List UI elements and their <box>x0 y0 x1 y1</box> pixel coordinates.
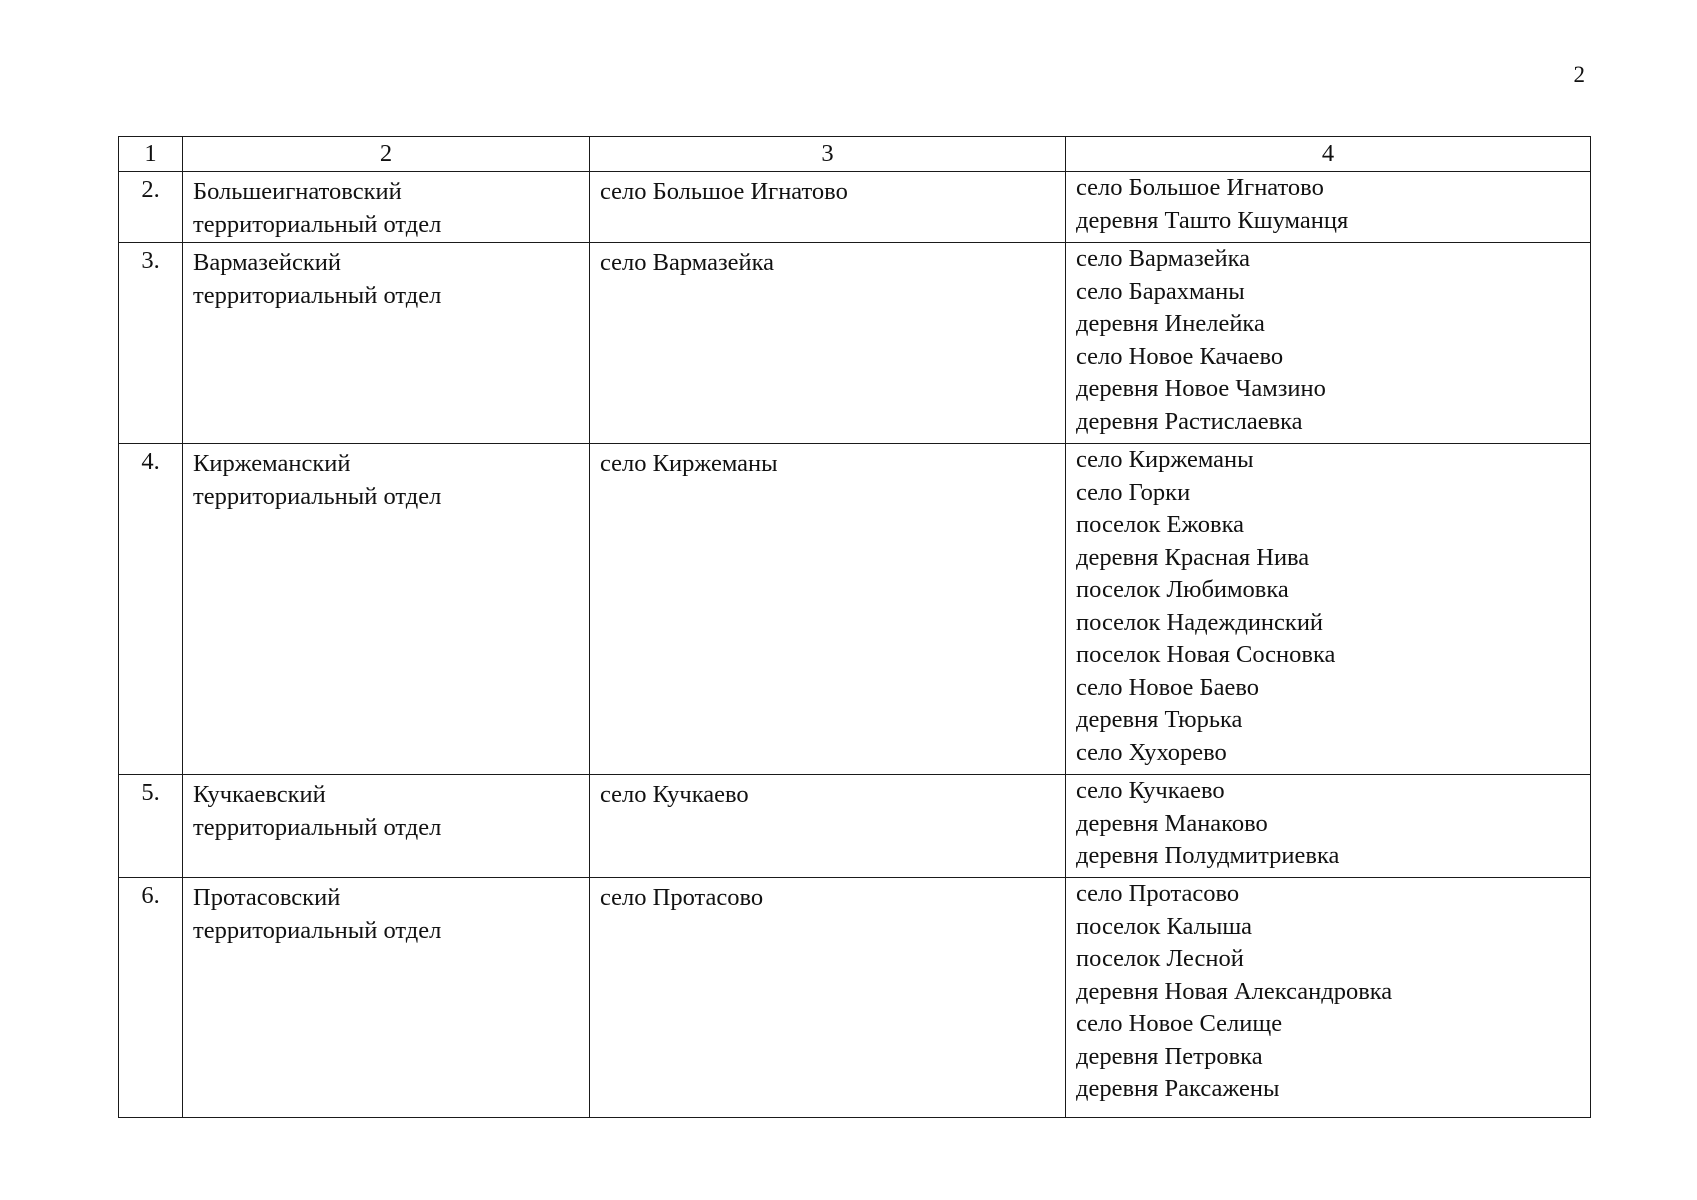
settlements-list <box>1066 775 1591 878</box>
settlement-item: поселок Любимовка <box>1076 576 1289 603</box>
table-row <box>119 775 1591 878</box>
settlements-list <box>1066 172 1591 243</box>
department-name-line: Кучкаевский <box>193 781 326 808</box>
administrative-center: село Большое Игнатово <box>590 172 1066 243</box>
settlement-item: деревня Полудмитриевка <box>1076 842 1340 869</box>
department-name-line: Большеигнатовский <box>193 178 402 205</box>
settlement-item: село Киржеманы <box>1076 446 1254 473</box>
row-number: 3. <box>119 243 183 444</box>
page-number: 2 <box>1573 62 1585 87</box>
department-name <box>183 775 590 878</box>
administrative-center: село Кучкаево <box>590 775 1066 878</box>
settlement-item: поселок Ежовка <box>1076 511 1245 538</box>
settlement-item: поселок Надеждинский <box>1076 608 1324 636</box>
administrative-center: село Вармазейка <box>590 243 1066 444</box>
department-name-line: территориальный отдел <box>193 813 442 841</box>
department-name <box>183 172 590 243</box>
settlement-item: село Новое Селище <box>1076 1010 1283 1037</box>
settlement-item: село Большое Игнатово <box>1076 174 1324 201</box>
department-name-line: территориальный отдел <box>193 281 442 309</box>
settlements-list <box>1066 444 1591 775</box>
settlement-item: деревня Раксажены <box>1076 1075 1280 1102</box>
header-cell: 1 <box>119 137 183 172</box>
settlement-item: деревня Манаково <box>1076 809 1268 837</box>
row-number: 6. <box>119 878 183 1118</box>
administrative-center: село Протасово <box>590 878 1066 1118</box>
settlement-item: село Горки <box>1076 478 1191 506</box>
settlement-item: село Барахманы <box>1076 277 1245 305</box>
settlement-item: село Кучкаево <box>1076 777 1225 804</box>
administrative-center: село Киржеманы <box>590 444 1066 775</box>
settlement-item: деревня Растислаевка <box>1076 407 1303 435</box>
table-row <box>119 243 1591 444</box>
settlement-item: село Новое Баево <box>1076 673 1260 701</box>
department-name <box>183 878 590 1118</box>
settlement-item: деревня Новая Александровка <box>1076 977 1393 1005</box>
settlement-item: село Протасово <box>1076 880 1240 907</box>
header-cell: 2 <box>183 137 590 172</box>
settlement-item: село Новое Качаево <box>1076 342 1284 370</box>
settlements-list <box>1066 243 1591 444</box>
table-header-row <box>119 137 1591 172</box>
department-name-line: территориальный отдел <box>193 916 442 944</box>
settlement-item: деревня Ташто Кшуманця <box>1076 206 1349 234</box>
table-row <box>119 172 1591 243</box>
settlement-item: деревня Тюрька <box>1076 706 1243 733</box>
row-number: 4. <box>119 444 183 775</box>
row-number: 5. <box>119 775 183 878</box>
department-name-line: территориальный отдел <box>193 482 442 510</box>
settlements-table <box>118 136 1591 1118</box>
department-name-line: Киржеманский <box>193 450 351 477</box>
department-name-line: Вармазейский <box>193 249 341 276</box>
department-name <box>183 444 590 775</box>
settlement-item: деревня Новое Чамзино <box>1076 375 1326 402</box>
settlement-item: село Хухорево <box>1076 738 1227 766</box>
settlement-item: деревня Красная Нива <box>1076 543 1310 571</box>
department-name-line: территориальный отдел <box>193 210 442 238</box>
settlement-item: деревня Петровка <box>1076 1042 1263 1070</box>
row-number: 2. <box>119 172 183 243</box>
department-name-line: Протасовский <box>193 884 341 911</box>
settlement-item: поселок Калыша <box>1076 912 1253 940</box>
department-name <box>183 243 590 444</box>
settlement-item: поселок Новая Сосновка <box>1076 641 1336 668</box>
header-cell: 4 <box>1066 137 1591 172</box>
header-cell: 3 <box>590 137 1066 172</box>
table-row <box>119 444 1591 775</box>
settlement-item: поселок Лесной <box>1076 945 1244 972</box>
table-row <box>119 878 1591 1118</box>
settlements-list <box>1066 878 1591 1118</box>
settlement-item: деревня Инелейка <box>1076 310 1265 337</box>
settlement-item: село Вармазейка <box>1076 245 1251 272</box>
